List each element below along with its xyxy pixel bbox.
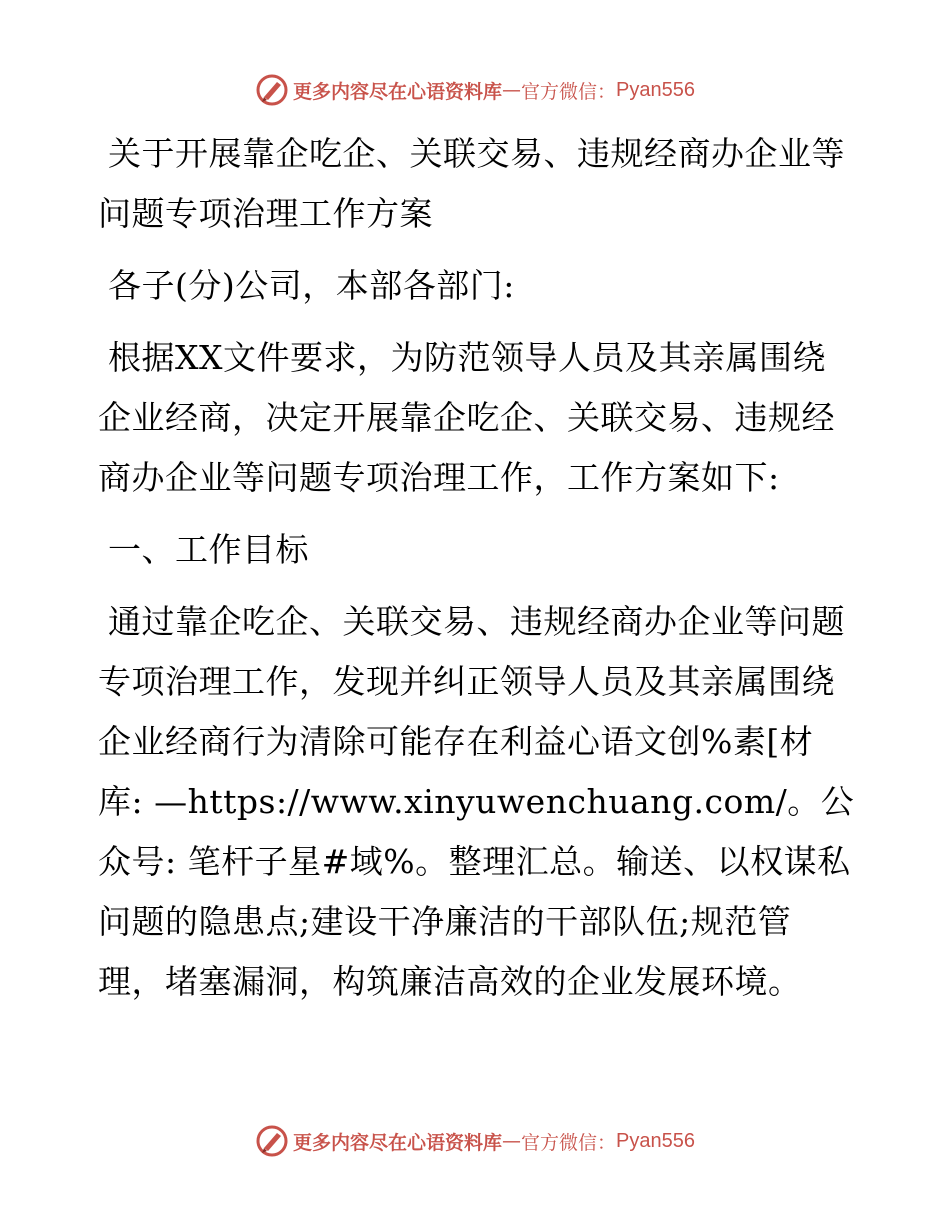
banner-separator: —	[502, 1130, 522, 1152]
watermark-banner-bottom	[0, 1123, 950, 1159]
document-body	[98, 124, 858, 1012]
pen-circle-logo-icon	[255, 73, 289, 107]
banner-wechat-label: 官方微信：	[521, 1131, 617, 1154]
banner-wechat-label: 官方微信：	[521, 80, 617, 103]
salutation: 各子(分)公司，本部各部门:	[108, 266, 515, 305]
watermark-banner-top	[0, 72, 950, 108]
banner-wechat-id: Pyan556	[616, 1129, 695, 1152]
pen-circle-logo-icon	[255, 1124, 289, 1158]
banner-wechat-id: Pyan556	[616, 78, 695, 101]
banner-separator: —	[502, 79, 522, 101]
banner-text: 更多内容尽在心语资料库	[293, 80, 503, 103]
banner-text: 更多内容尽在心语资料库	[293, 1131, 503, 1154]
intro-paragraph: 根据XX文件要求，为防范领导人员及其亲属围绕企业经商，决定开展靠企吃企、关联交易、违规经商办企业等问题专项治理工作，工作方案如下:	[98, 338, 835, 497]
section-body-paragraph: 通过靠企吃企、关联交易、违规经商办企业等问题专项治理工作，发现并纠正领导人员及其亲属围绕企业经商行为清除可能存在利益心语文创%素[材库: —https://www.xinyuwenchuang.com/。公众号: 笔杆子星#域%。整理汇总。输送、以权谋私问题的隐患点;建设干净廉洁的干部队伍;规范管理，堵塞漏洞，构筑廉洁高效的企业发展环境。	[98, 602, 855, 1001]
document-title: 关于开展靠企吃企、关联交易、违规经商办企业等问题专项治理工作方案	[98, 134, 845, 233]
section-heading: 一、工作目标	[108, 530, 309, 569]
